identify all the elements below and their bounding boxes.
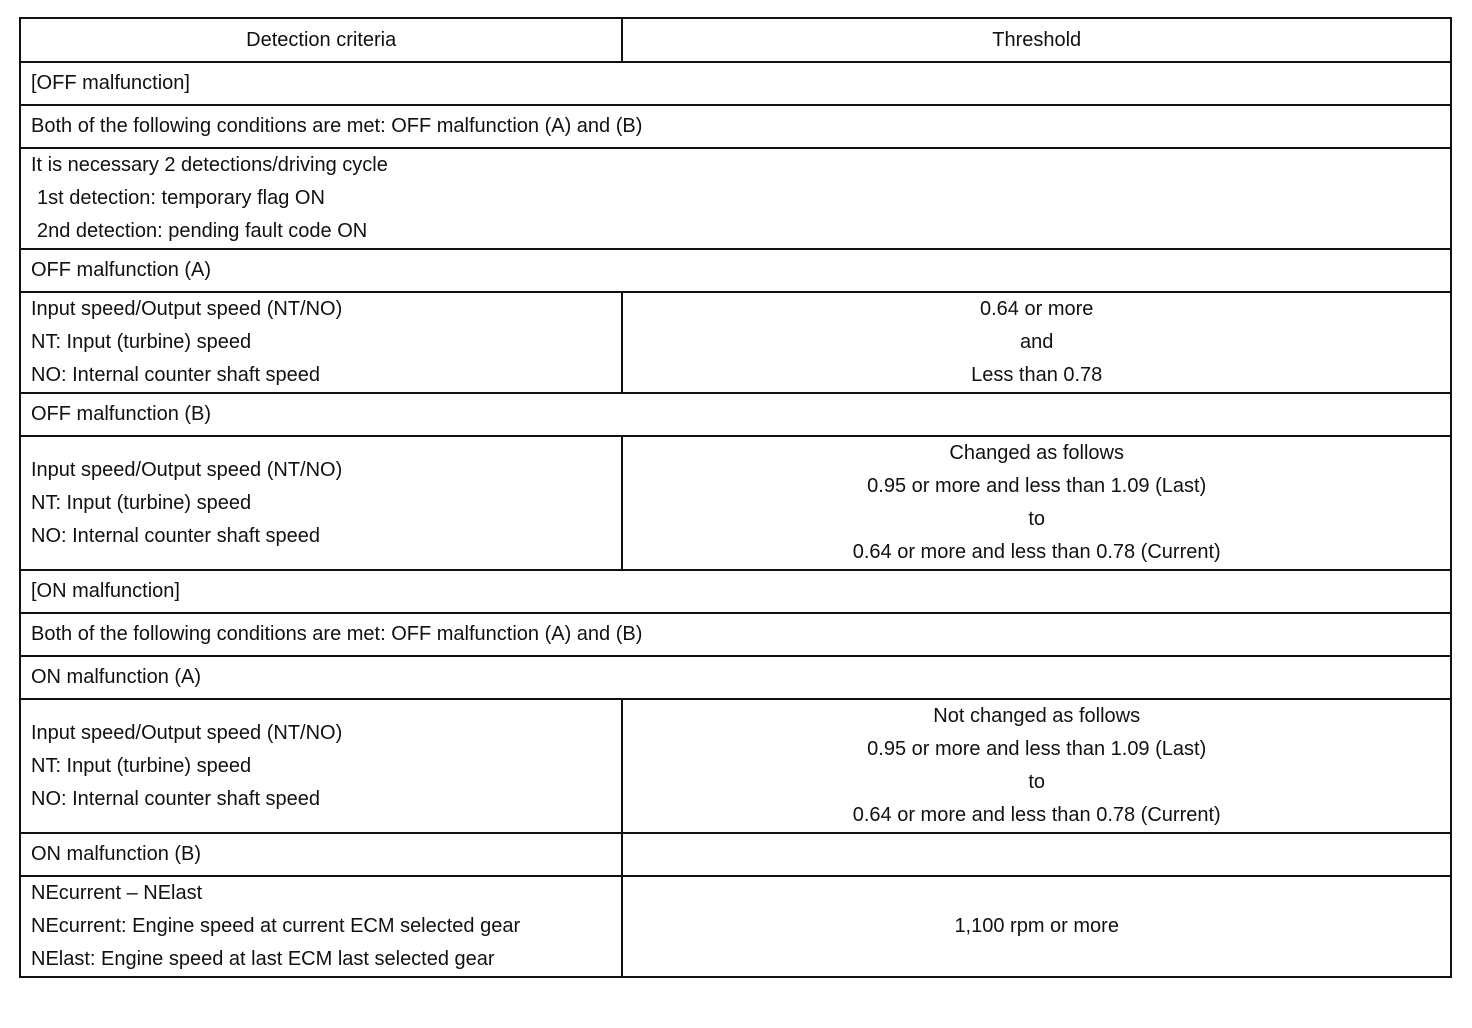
off-a-criteria (20, 292, 622, 393)
off-a-title-row (20, 249, 1451, 292)
on-b-criteria (20, 876, 622, 977)
on-a-title: ON malfunction (A) (20, 656, 1451, 699)
on-section-row (20, 570, 1451, 613)
threshold-line: Not changed as follows (933, 705, 1141, 727)
criteria-line: Input speed/Output speed (NT/NO) (31, 458, 343, 481)
on-both-row (20, 613, 1451, 656)
note-row (20, 148, 1451, 249)
criteria-line: NO: Internal counter shaft speed (31, 787, 321, 810)
on-b-title-empty-cell (622, 833, 1451, 876)
off-b-row (20, 436, 1451, 570)
on-both-conditions: Both of the following conditions are met: OFF malfunction (A) and (B) (20, 613, 1451, 656)
criteria-line: NO: Internal counter shaft speed (31, 524, 321, 547)
threshold-line: 0.64 or more and less than 0.78 (Current) (852, 804, 1221, 826)
threshold-line: 0.64 or more and less than 0.78 (Current) (852, 541, 1221, 563)
off-a-row (20, 292, 1451, 393)
header-detection-criteria: Detection criteria (20, 18, 622, 62)
threshold-line: and (1020, 331, 1054, 353)
header-row (20, 18, 1451, 62)
on-a-row (20, 699, 1451, 833)
detection-criteria-table (19, 17, 1452, 978)
criteria-line: NEcurrent – NElast (31, 882, 203, 904)
on-b-row (20, 876, 1451, 977)
off-both-conditions: Both of the following conditions are met: OFF malfunction (A) and (B) (20, 105, 1451, 148)
on-section-heading: [ON malfunction] (20, 570, 1451, 613)
threshold-line: 0.95 or more and less than 1.09 (Last) (867, 475, 1207, 497)
criteria-line: Input speed/Output speed (NT/NO) (31, 721, 343, 744)
note-line: It is necessary 2 detections/driving cycle (31, 154, 388, 176)
on-b-title: ON malfunction (B) (20, 833, 622, 876)
off-a-title: OFF malfunction (A) (20, 249, 1451, 292)
on-b-title-row (20, 833, 1451, 876)
on-a-criteria (20, 699, 622, 833)
threshold-line: Changed as follows (949, 442, 1124, 464)
off-b-threshold (622, 436, 1451, 570)
note-line: 1st detection: temporary flag ON (37, 187, 325, 209)
on-b-threshold: 1,100 rpm or more (622, 876, 1451, 977)
threshold-line: Less than 0.78 (971, 364, 1103, 386)
criteria-line: NT: Input (turbine) speed (31, 754, 252, 777)
criteria-line: NT: Input (turbine) speed (31, 491, 252, 514)
off-b-criteria (20, 436, 622, 570)
off-section-heading: [OFF malfunction] (20, 62, 1451, 105)
on-a-title-row (20, 656, 1451, 699)
criteria-line: Input speed/Output speed (NT/NO) (31, 298, 343, 320)
criteria-line: NO: Internal counter shaft speed (31, 364, 321, 386)
threshold-line: 0.64 or more (980, 298, 1094, 320)
criteria-line: NElast: Engine speed at last ECM last selected gear (31, 948, 495, 970)
off-both-row (20, 105, 1451, 148)
detection-note (20, 148, 1451, 249)
note-line: 2nd detection: pending fault code ON (37, 220, 368, 242)
threshold-line: to (1028, 771, 1046, 793)
header-threshold: Threshold (622, 18, 1451, 62)
on-a-threshold (622, 699, 1451, 833)
off-a-threshold (622, 292, 1451, 393)
off-b-title: OFF malfunction (B) (20, 393, 1451, 436)
off-b-title-row (20, 393, 1451, 436)
threshold-line: 0.95 or more and less than 1.09 (Last) (867, 738, 1207, 760)
off-section-row (20, 62, 1451, 105)
criteria-line: NT: Input (turbine) speed (31, 331, 252, 353)
criteria-line: NEcurrent: Engine speed at current ECM selected gear (31, 915, 521, 937)
threshold-line: to (1028, 508, 1046, 530)
